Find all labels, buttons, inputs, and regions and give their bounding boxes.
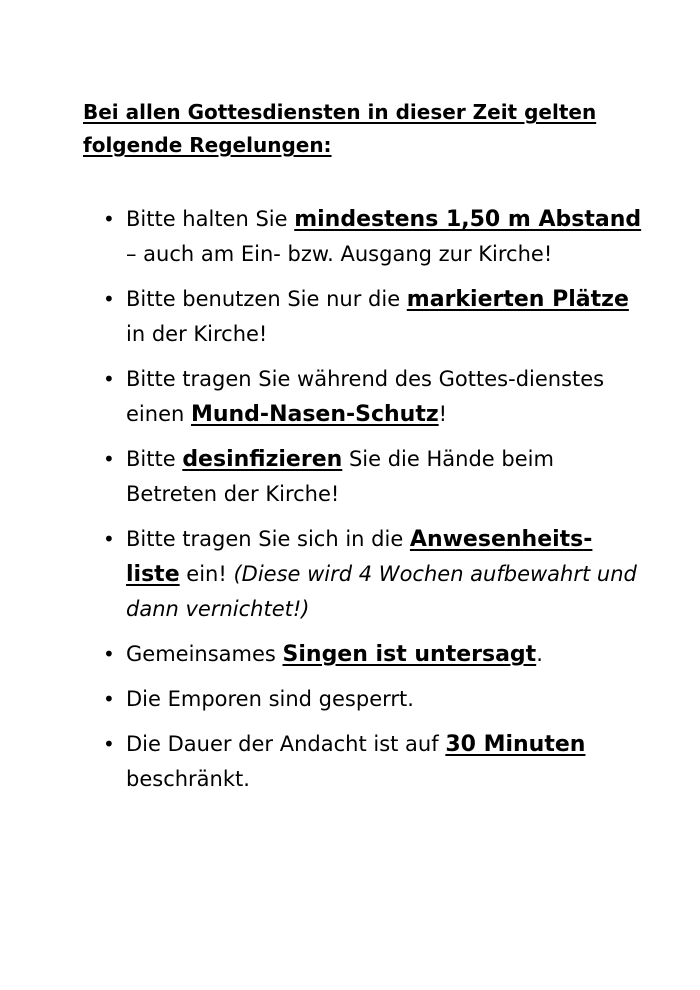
rule-galleries [103, 682, 643, 717]
rule-emphasis: 30 Minuten [445, 732, 586, 757]
rule-disinfect [103, 442, 643, 512]
rule-singing [103, 637, 643, 672]
rules-list [103, 202, 643, 807]
rule-text: Bitte [126, 447, 183, 471]
bullet-icon: • [103, 527, 115, 551]
rule-text: Bitte halten Sie [126, 207, 295, 231]
rule-text: in der Kirche! [126, 322, 268, 346]
bullet-icon: • [103, 687, 115, 711]
rule-emphasis: Anwesenheits-liste [126, 527, 593, 587]
bullet-icon: • [103, 287, 115, 311]
rule-text: beschränkt. [126, 767, 250, 791]
page-heading: Bei allen Gottesdiensten in dieser Zeit gelten folgende Regelungen: [83, 100, 597, 157]
rule-text: Die Dauer der Andacht ist auf [126, 732, 446, 756]
rule-note: (Diese wird 4 Wochen aufbewahrt und dann vernichtet!) [126, 562, 637, 621]
bullet-icon: • [103, 642, 115, 666]
rule-text: – auch am Ein- bzw. Ausgang zur Kirche! [126, 242, 553, 266]
rule-attendance-list [103, 522, 643, 627]
bullet-icon: • [103, 732, 115, 756]
rule-mask [103, 362, 643, 432]
rule-emphasis: Singen ist untersagt [282, 642, 537, 667]
rule-duration [103, 727, 643, 797]
rule-text: Die Emporen sind gesperrt. [126, 687, 414, 711]
rule-distance [103, 202, 643, 272]
bullet-icon: • [103, 367, 115, 391]
rule-text: . [536, 642, 543, 666]
rule-text: Gemeinsames [126, 642, 283, 666]
rule-text: Sie die Hände beim Betreten der Kirche! [126, 447, 554, 506]
bullet-icon: • [103, 207, 115, 231]
rule-text: ! [438, 402, 448, 426]
bullet-icon: • [103, 447, 115, 471]
rule-text: Bitte tragen Sie sich in die [126, 527, 410, 551]
rule-text: ein! [179, 562, 234, 586]
rule-text: Bitte benutzen Sie nur die [126, 287, 407, 311]
rule-emphasis: markierten Plätze [406, 287, 629, 312]
rule-seats [103, 282, 643, 352]
rule-emphasis: Mund-Nasen-Schutz [190, 402, 439, 427]
rule-emphasis: desinfizieren [182, 447, 343, 472]
rule-emphasis: mindestens 1,50 m Abstand [294, 207, 642, 232]
rule-text: Bitte tragen Sie während des Gottes-dienstes einen [126, 367, 605, 426]
